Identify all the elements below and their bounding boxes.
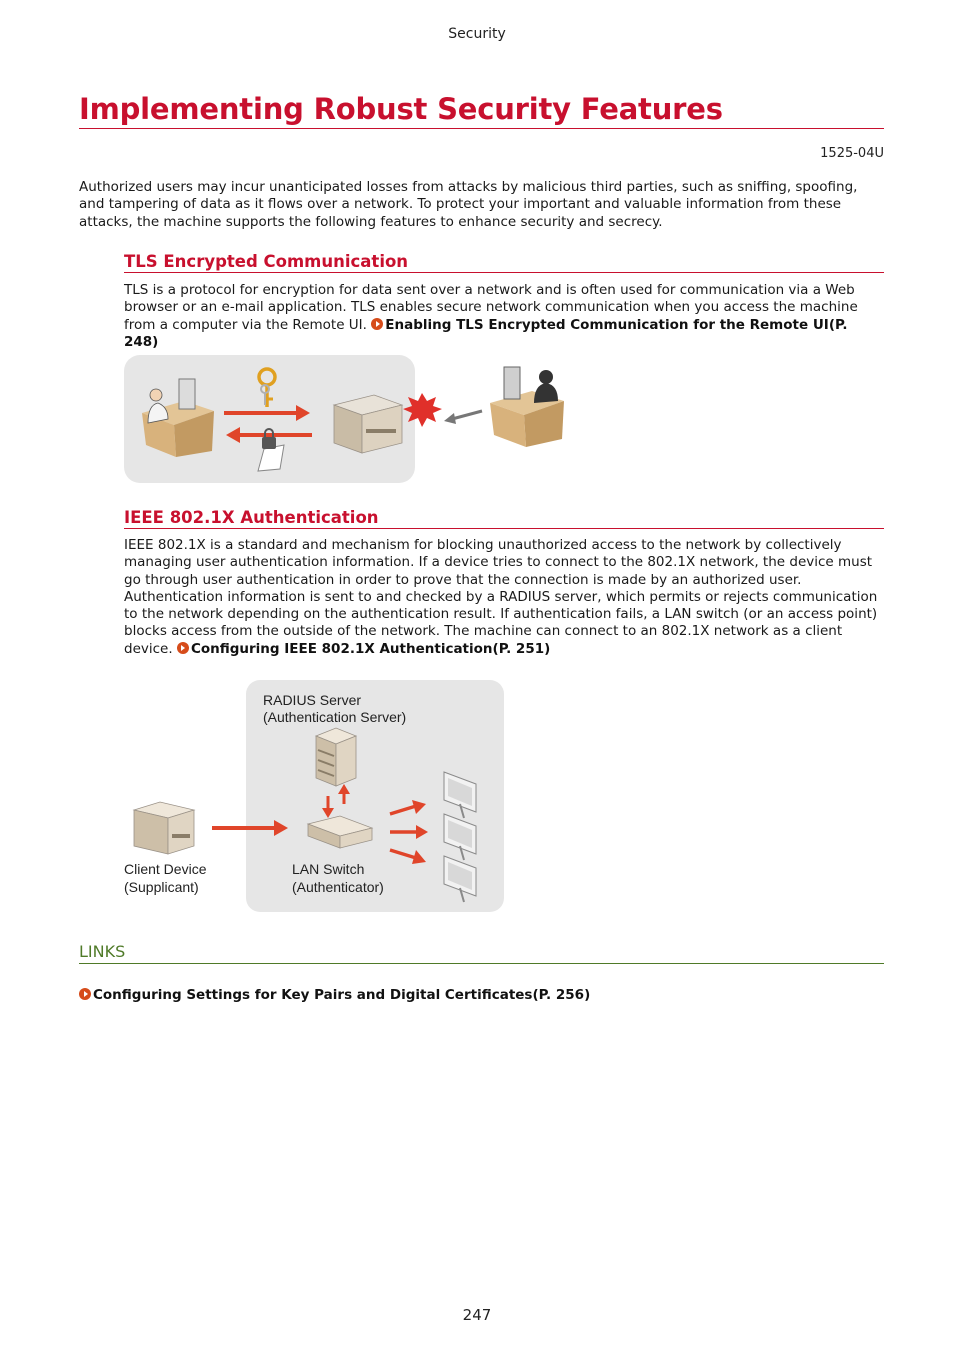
attacker-desk-icon	[490, 367, 564, 447]
tls-link-label: Enabling TLS Encrypted Communication for the Remote UI(P. 248)	[124, 316, 848, 350]
switch-label-line1: LAN Switch	[292, 861, 365, 877]
tls-body: TLS is a protocol for encryption for data sent over a network and is often used for communication via a Web browser or an e-mail application. TLS enables secure network communication when you access the machine from a computer via the Remote UI.	[124, 282, 858, 333]
printer-icon	[334, 395, 402, 453]
running-header: Security	[448, 26, 506, 42]
ieee-paragraph	[124, 537, 880, 658]
switch-label-line2: (Authenticator)	[292, 879, 384, 895]
arrow-attack-icon	[444, 411, 482, 424]
ieee-link[interactable]	[177, 641, 550, 657]
server-icon	[316, 728, 356, 786]
links-item-label: Configuring Settings for Key Pairs and Digital Certificates(P. 256)	[93, 987, 591, 1003]
ieee-link-label: Configuring IEEE 802.1X Authentication(P. 251)	[190, 640, 551, 657]
ieee-section-title: IEEE 802.1X Authentication	[124, 508, 884, 529]
page-number: 247	[462, 1306, 492, 1324]
ieee-diagram	[120, 678, 508, 914]
intro-paragraph: Authorized users may incur unanticipated losses from attacks by malicious third parties, such as sniffing, spoofing, and tampering of data as it flows over a network. To protect your important and valuable information from these attacks, the machine supports the following features to enhance security and secrecy.	[79, 179, 858, 230]
client-label-line2: (Supplicant)	[124, 879, 199, 895]
links-title: LINKS	[79, 942, 884, 964]
radius-label-line1: RADIUS Server	[263, 692, 362, 708]
links-item-key-pairs[interactable]	[79, 987, 590, 1003]
tls-paragraph	[124, 282, 864, 351]
ieee-body: IEEE 802.1X is a standard and mechanism for blocking unauthorized access to the network by collectively managing user authentication information. If a device tries to connect to the 802.1X network, the device must go through user authentication in order to prove that the connection is made by an authorized user. Authentication information is sent to and checked by a RADIUS server, which permits or rejects communication to the network depending on the authentication result. If authentication fails, a LAN switch (or an access point) blocks access from the outside of the network. The machine can connect to an 802.1X network as a client device.	[124, 537, 878, 657]
client-device-icon	[134, 802, 194, 854]
link-arrow-icon	[371, 318, 383, 330]
radius-label-line2: (Authentication Server)	[263, 709, 407, 725]
page-title: Implementing Robust Security Features	[79, 92, 884, 129]
client-label-line1: Client Device	[124, 861, 207, 877]
document-id: 1525-04U	[820, 146, 884, 161]
tls-section-title: TLS Encrypted Communication	[124, 252, 884, 273]
link-arrow-icon	[79, 988, 91, 1000]
link-arrow-icon	[177, 642, 189, 654]
tls-figure	[122, 353, 582, 485]
